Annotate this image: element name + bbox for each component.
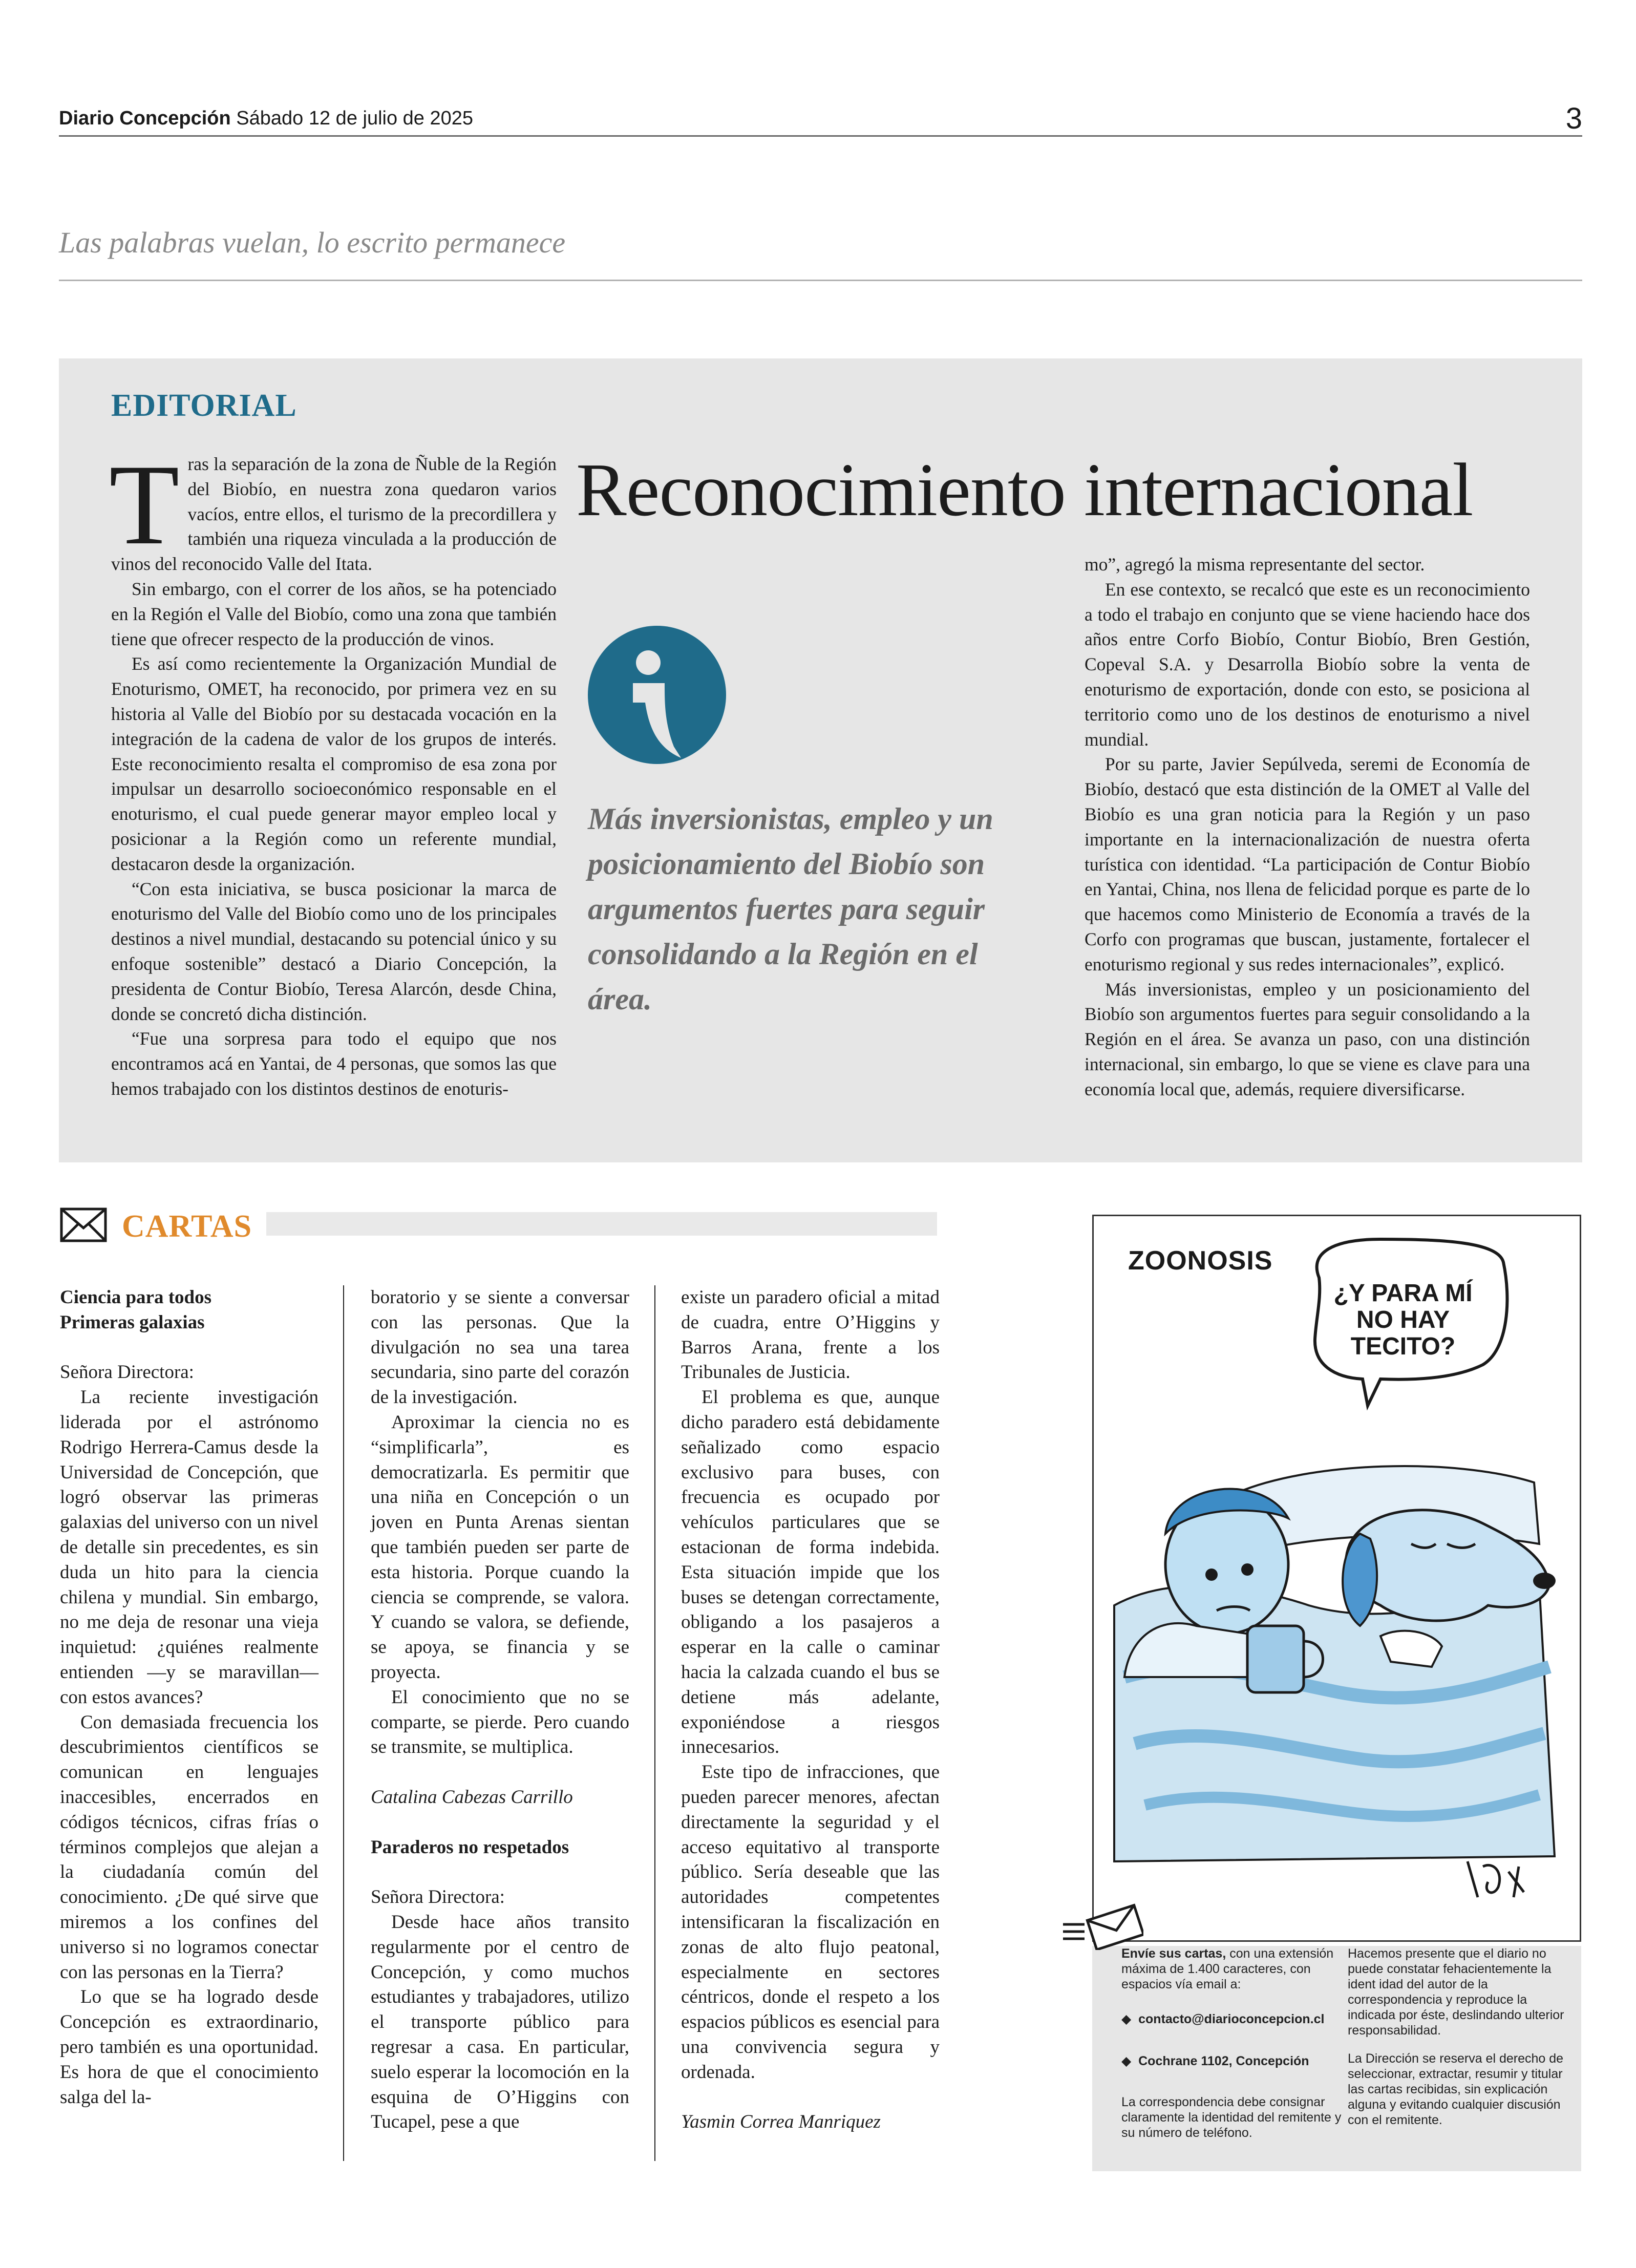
editorial-paragraph: “Con esta iniciativa, se busca posicionar la marca de enoturismo del Valle del Biobío como uno de los principales destinos a nivel mundial, destacando su potencial único y su enfoque sostenible” destacó a Diario Concepción, la presidenta de Contur Biobío, Teresa Alarcón, desde China, donde se concretó dicha distinción.	[111, 878, 557, 1024]
letter-paragraph: Lo que se ha logrado desde Concepción es extraordinario, pero también es una oportunidad. Es hora de que el conocimiento salga del la-	[60, 1986, 318, 2108]
letter-paragraph: La reciente investigación liderada por el astrónomo Rodrigo Herrera-Camus desde la Universidad de Concepción, que logró observar las primeras galaxias del universo con un nivel de detalle sin precedentes, es sin duda un hito para la ciencia chilena y mundial. Sin embargo, no me deja de resonar una vieja inquietud: ¿quiénes realmente entienden —y se maravillan— con estos avances?	[60, 1387, 318, 1708]
info-icon	[588, 626, 726, 764]
cartoon-title: ZOONOSIS	[1128, 1246, 1273, 1276]
letters-column-3	[681, 1285, 940, 2135]
cartas-label: CARTAS	[122, 1209, 252, 1244]
editorial-label: EDITORIAL	[111, 388, 297, 423]
editorial-paragraph: Es así como recientemente la Organización Mundial de Enoturismo, OMET, ha reconocido, por primera vez en su historia al Valle del Biobío por su destacada vocación en la integración de la cadena de valor de los grupos de interés. Este reconocimiento resalta el compromiso de esa zona por impulsar un desarrollo socioeconómico responsable en el enoturismo, el cual puede generar mayor empleo local y posicionar a la Región como un referente mundial, destacaron desde la organización.	[111, 653, 557, 874]
send-letters-info: Envíe sus cartas, con una extensión máxima de 1.400 caracteres, con espacios vía email a:	[1121, 1946, 1334, 1991]
letter-signature: Catalina Cabezas Carrillo	[371, 1786, 573, 1808]
letter-paragraph: Aproximar la ciencia no es “simplificarla”, es democratizarla. Es permitir que una niña en Concepción o un joven en Punta Arenas sientan que también pueden ser parte de esta historia. Porque cuando la ciencia se comprende, se valora. Y cuando se valora, se defiende, se apoya, se financia y se proyecta.	[371, 1411, 629, 1683]
page-number: 3	[1565, 102, 1582, 135]
letter-salutation: Señora Directora:	[60, 1362, 194, 1383]
cartas-header-bar	[266, 1212, 937, 1236]
letter-paragraph: Con demasiada frecuencia los descubrimientos científicos se comunican en lenguajes inaccesibles, encerrados en códigos técnicos, cifras frías o términos complejos que alejan a la ciudadanía común del conocimiento. ¿De qué sirve que miremos a los confines del universo si no logramos conectar con las personas en la Tierra?	[60, 1711, 318, 1983]
disclaimer-note: Hacemos presente que el diario no puede constatar fehacientemente la ident idad del autor de la correspondencia y reproduce la indicada por éste, deslindando ulterior responsabilidad.	[1348, 1946, 1564, 2038]
contact-email[interactable]: ◆ contacto@diarioconcepcion.cl	[1121, 2012, 1325, 2026]
letter-paragraph: Desde hace años transito regularmente por el centro de Concepción, y como muchos estudiantes y trabajadores, utilizo el transporte público para regresar a casa. En particular, suelo esperar la locomoción en la esquina de O’Higgins con Tucapel, pese a que	[371, 1911, 629, 2133]
letter-subheading: Primeras galaxias	[60, 1311, 205, 1333]
editorial-title: Reconocimiento internacional	[576, 448, 1473, 532]
pull-quote: Más inversionistas, empleo y un posicionamiento del Biobío son argumentos fuertes para seguir consolidando a la Región en el área.	[588, 802, 993, 1016]
editorial-column-3	[1085, 552, 1530, 1102]
slogan-rule	[59, 280, 1582, 281]
bullet-diamond-icon: ◆	[1121, 2012, 1139, 2026]
editorial-paragraph: Por su parte, Javier Sepúlveda, seremi de Economía de Biobío, destacó que esta distinción de la OMET al Valle del Biobío es una gran noticia para la Región y un paso importante en la internacionalización de nuestra oferta turística con identidad. “La participación de Contur Biobío en Yantai, China, nos llena de felicidad porque es parte de lo que hacemos como Ministerio de Economía a través de la Corfo con programas que buscan, justamente, fortalecer el enoturismo regional y sus redes internacionales”, explicó.	[1085, 754, 1530, 974]
editorial-paragraph: Más inversionistas, empleo y un posicionamiento del Biobío son argumentos fuertes para seguir consolidando a la Región en el área. Se avanza un paso, con una distinción internacional, sin embargo, lo que se viene es clave para una economía local que, además, requiere diversificarse.	[1085, 979, 1530, 1099]
envelope-icon	[1059, 1899, 1143, 1950]
letter-paragraph: Este tipo de infracciones, que pueden parecer menores, afectan directamente la seguridad y el acceso equitativo al transporte público. Sería deseable que las autoridades competentes intensificaran la fiscalización en zonas de alto flujo peatonal, especialmente en sectores céntricos, donde el respeto a los espacios públicos es esencial para una convivencia segura y ordenada.	[681, 1762, 940, 2083]
page-header	[59, 108, 473, 130]
letter-signature: Yasmin Correa Manriquez	[681, 2111, 881, 2133]
letter-heading: Ciencia para todos	[60, 1287, 211, 1308]
drop-cap: T	[109, 440, 180, 568]
letter-heading: Paraderos no respetados	[371, 1836, 569, 1858]
letter-paragraph: El problema es que, aunque dicho paradero está debidamente señalizado como espacio exclusivo para buses, con frecuencia es ocupado por vehículos particulares que se estacionan de forma indebida. Esta situación impide que los buses se detengan correctamente, obligando a los pasajeros a esperar en la calle o caminar hacia la calzada cuando el bus se detiene más adelante, exponiéndose a riesgos innecesarios.	[681, 1387, 940, 1758]
envelope-icon	[60, 1207, 107, 1242]
header-rule	[59, 135, 1582, 137]
column-divider	[343, 1285, 344, 2161]
correspondence-note: La correspondencia debe consignar claramente la identidad del remitente y su número de teléfono.	[1121, 2095, 1342, 2140]
letters-column-1	[60, 1285, 318, 2110]
speech-bubble-text: ¿Y PARA MÍ NO HAY TECITO?	[1333, 1280, 1473, 1360]
letter-paragraph: El conocimiento que no se comparte, se pierde. Pero cuando se transmite, se multiplica.	[371, 1686, 629, 1758]
bullet-diamond-icon: ◆	[1121, 2054, 1139, 2068]
editorial-paragraph: Tras la separación de la zona de Ñuble de la Región del Biobío, en nuestra zona quedaron varios vacíos, entre ellos, el turismo de la precordillera y también una riqueza vinculada a la producción de vinos del reconocido Valle del Itata.	[109, 440, 557, 575]
contact-address: ◆ Cochrane 1102, Concepción	[1121, 2054, 1309, 2068]
newspaper-name: Diario Concepción	[59, 108, 231, 129]
editorial-paragraph: “Fue una sorpresa para todo el equipo que nos encontramos acá en Yantai, de 4 personas, que somos las que hemos trabajado con los distintos destinos de enoturis-	[111, 1028, 557, 1099]
editorial-rights-note: La Dirección se reserva el derecho de seleccionar, extractar, resumir y titular las cartas recibidas, sin explicación alguna y evitando cualquier discusión con el remitente.	[1348, 2051, 1564, 2127]
letter-salutation: Señora Directora:	[371, 1887, 505, 1908]
editorial-paragraph: mo”, agregó la misma representante del sector.	[1085, 554, 1425, 575]
editorial-paragraph: Sin embargo, con el correr de los años, se ha potenciado en la Región el Valle del Biobío, como una zona que también tiene que ofrecer respecto de la producción de vinos.	[111, 578, 557, 649]
letter-paragraph: boratorio y se siente a conversar con las personas. Que la divulgación no sea una tarea secundaria, sino parte del corazón de la investigación.	[371, 1287, 629, 1408]
section-slogan: Las palabras vuelan, lo escrito permanece	[59, 226, 566, 259]
issue-date: Sábado 12 de julio de 2025	[236, 108, 474, 129]
column-divider	[654, 1285, 655, 2161]
letters-column-2	[371, 1285, 629, 2135]
letter-paragraph: existe un paradero oficial a mitad de cuadra, entre O’Higgins y Barros Arana, frente a los Tribunales de Justicia.	[681, 1287, 940, 1383]
editorial-column-1	[109, 440, 557, 1101]
editorial-paragraph: En ese contexto, se recalcó que este es un reconocimiento a todo el trabajo en conjunto que se viene haciendo hace dos años entre Corfo Biobío, Contur Biobío, Bren Gestión, Copeval S.A. y Desarrolla Biobío sobre la venta de enoturismo de exportación, donde con esto, se posiciona al territorio como uno de los destinos de enoturismo a nivel mundial.	[1085, 579, 1530, 750]
